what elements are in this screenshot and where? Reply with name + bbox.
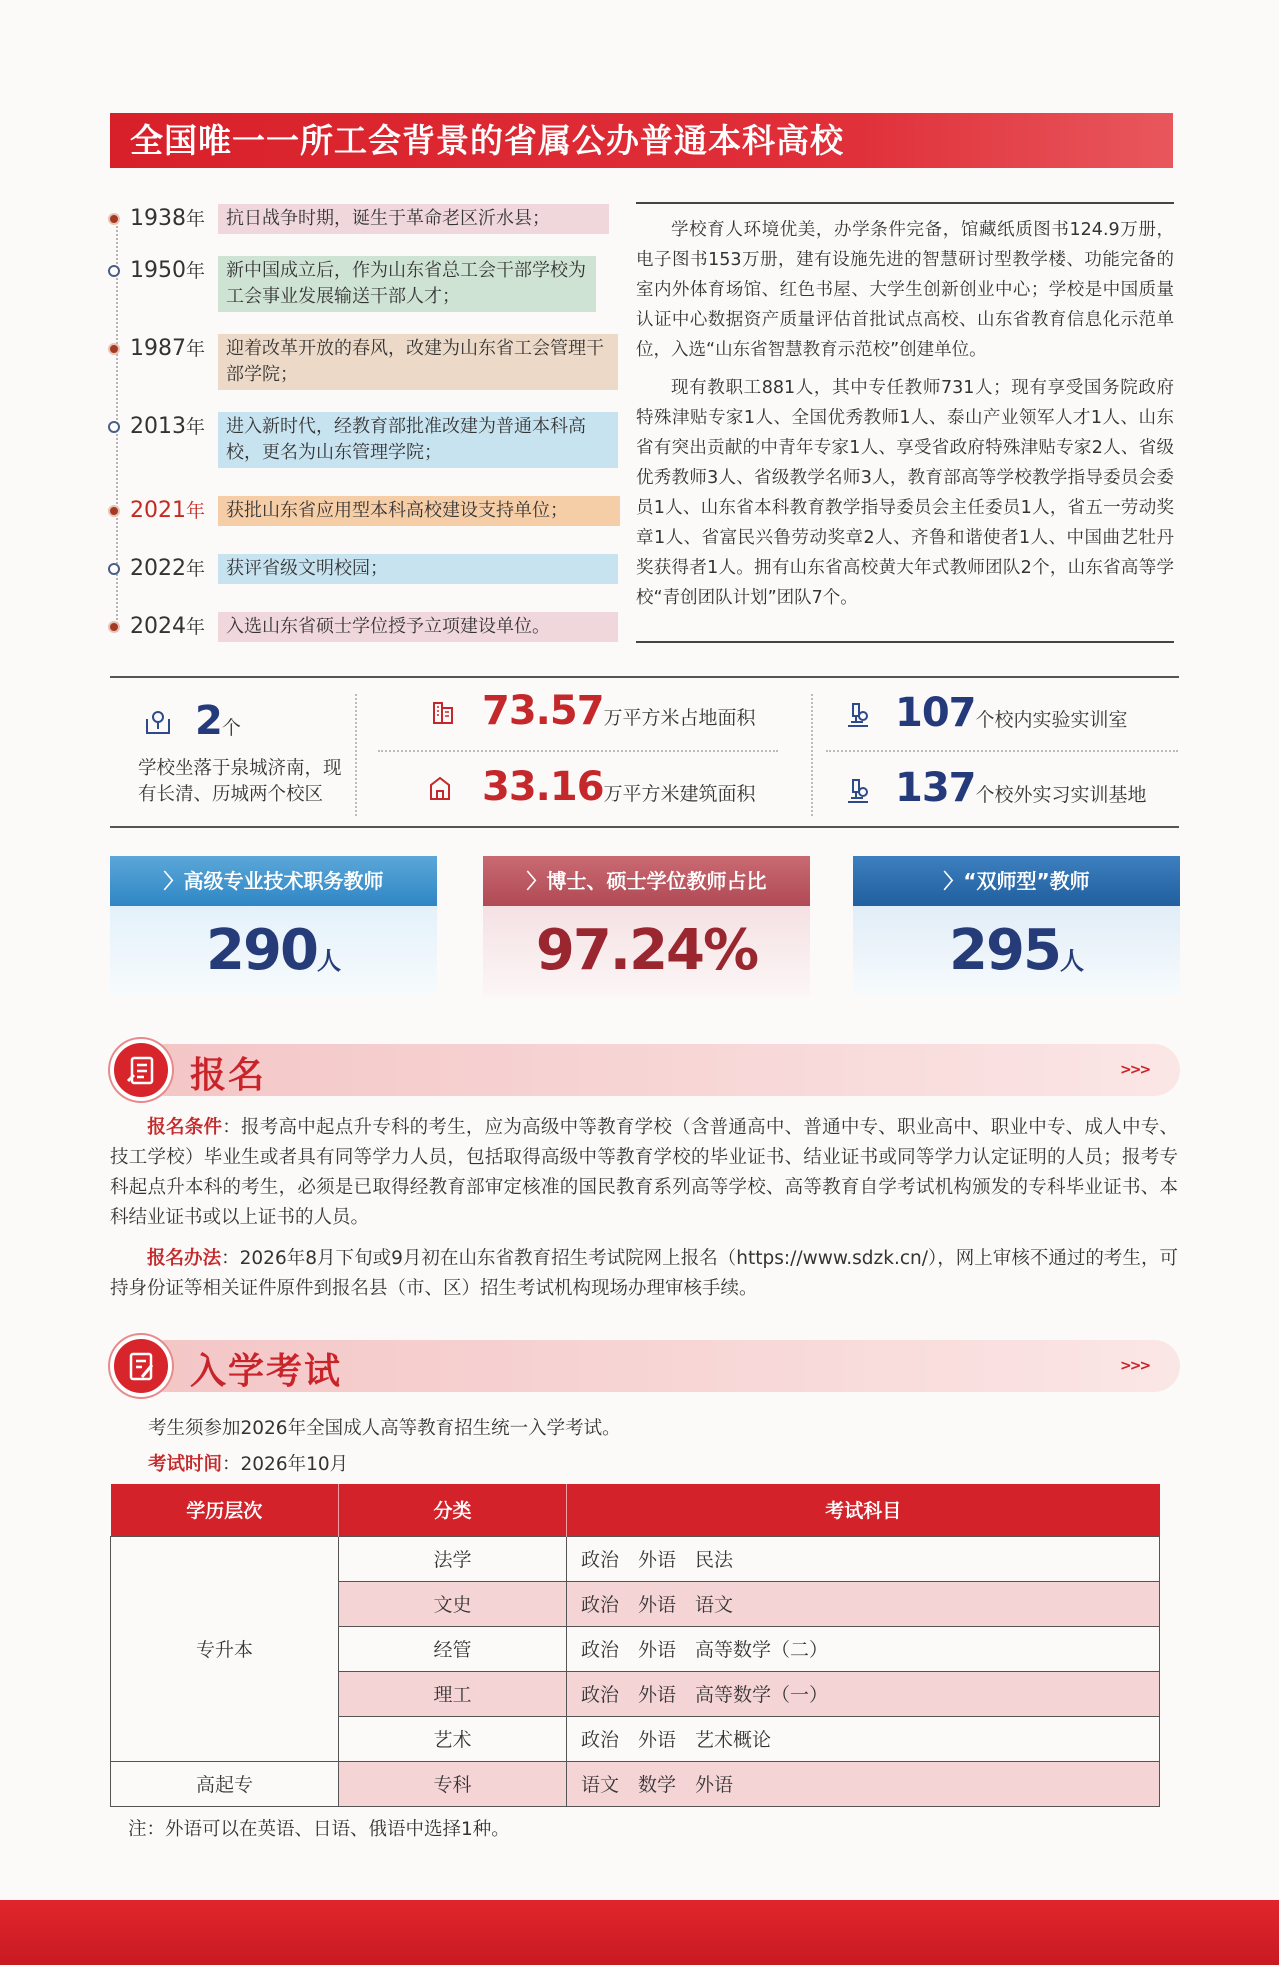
category-cell: 专科 [339, 1761, 567, 1806]
footer-band [0, 1900, 1279, 1965]
exam-paper-icon [110, 1335, 172, 1397]
campus-count: 2 [195, 698, 222, 744]
stat-card-degree-ratio [483, 856, 810, 996]
exam-intro: 考生须参加2026年全国成人高等教育招生统一入学考试。 [148, 1418, 621, 1439]
divider [110, 826, 1179, 828]
label-method: 报名办法 [147, 1248, 222, 1269]
category-cell: 法学 [339, 1536, 567, 1581]
divider [636, 202, 1174, 204]
timeline-text: 抗日战争时期，诞生于革命老区沂水县； [218, 204, 609, 234]
level-cell: 专升本 [111, 1536, 339, 1761]
table-header: 分类 [339, 1484, 567, 1536]
subjects-cell: 语文 数学 外语 [567, 1761, 1160, 1806]
microscope-icon [843, 700, 873, 730]
map-pin-icon [143, 707, 173, 737]
timeline-dot [108, 505, 120, 517]
timeline-item: 2022年 获评省级文明校园； [108, 554, 618, 584]
timeline-year: 1950 [130, 258, 186, 283]
timeline-dot [108, 621, 120, 633]
level-cell: 高起专 [111, 1761, 339, 1806]
land-area-value: 73.57 [482, 688, 604, 734]
card-label: 〉“双师型”教师 [853, 856, 1180, 906]
microscope-icon [843, 776, 873, 806]
external-bases-count: 137 [895, 765, 976, 811]
table-header: 学历层次 [111, 1484, 339, 1536]
stat-card-senior-teachers [110, 856, 437, 996]
timeline-text: 获评省级文明校园； [218, 554, 618, 584]
building-area-value: 33.16 [482, 764, 604, 810]
timeline-item: 1938年 抗日战争时期，诞生于革命老区沂水县； [108, 204, 609, 234]
intro-paragraphs [636, 215, 1174, 621]
intro-paragraph: 现有教职工881人，其中专任教师731人；现有享受国务院政府特殊津贴专家1人、全国优秀教师1人、泰山产业领军人才1人、山东省有突出贡献的中青年专家1人、享受省政府特殊津贴专家2人、省级优秀教师3人、省级教学名师3人，教育部高等学校教学指导委员会委员1人、山东省本科教育教学指导委员会主任委员1人，省五一劳动奖章1人、省富民兴鲁劳动奖章2人、齐鲁和谐使者1人、中国曲艺牡丹奖获得者1人。拥有山东省高校黄大年式教师团队2个，山东省高等学校“青创团队计划”团队7个。 [636, 378, 1174, 608]
divider [355, 694, 357, 816]
timeline-text: 迎着改革开放的春风，改建为山东省工会管理干部学院； [218, 334, 618, 390]
campus-description: 学校坐落于泉城济南，现有长清、历城两个校区 [138, 758, 342, 805]
subjects-cell: 政治 外语 民法 [567, 1536, 1160, 1581]
internal-labs-count: 107 [895, 690, 976, 736]
architecture-icon [425, 773, 455, 803]
section-header-bar [140, 1044, 1180, 1096]
divider [378, 750, 778, 752]
timeline-dot [108, 213, 120, 225]
divider [811, 694, 813, 816]
signup-conditions: 报名条件：报考高中起点升专科的考生，应为高级中等教育学校（含普通高中、普通中专、职业高中、职业中专、成人中专、技工学校）毕业生或者具有同等学力人员，包括取得高级中等教育学校的毕业证书、结业证书或同等学力认定证明的人员；报考专科起点升本科的考生，必须是已取得经教育部审定核准的国民教育系列高等学校、高等教育自学考试机构颁发的专科毕业证书、本科结业证书或以上证书的人员。 [110, 1117, 1178, 1228]
subjects-cell: 政治 外语 高等数学（二） [567, 1626, 1160, 1671]
timeline-dot [108, 563, 120, 575]
land-area-label: 万平方米占地面积 [603, 707, 756, 729]
timeline-text: 获批山东省应用型本科高校建设支持单位； [218, 496, 620, 526]
card-label: 〉高级专业技术职务教师 [110, 856, 437, 906]
card-value: 290 [206, 918, 317, 983]
category-cell: 文史 [339, 1581, 567, 1626]
table-note: 注：外语可以在英语、日语、俄语中选择1种。 [128, 1819, 510, 1840]
building-area-label: 万平方米建筑面积 [603, 783, 756, 805]
subjects-cell: 政治 外语 高等数学（一） [567, 1671, 1160, 1716]
signup-method: 报名办法：2026年8月下旬或9月初在山东省教育招生考试院网上报名（https://www.sdzk.cn/），网上审核不通过的考生，可持身份证等相关证件原件到报名县（市、区）招生考试机构现场办理审核手续。 [110, 1248, 1178, 1299]
card-value: 295 [949, 918, 1060, 983]
timeline-item: 2021年 获批山东省应用型本科高校建设支持单位； [108, 496, 620, 526]
building-icon [428, 697, 458, 727]
card-unit: 人 [316, 947, 341, 975]
card-unit: 人 [1059, 947, 1084, 975]
campus-unit: 个 [221, 717, 241, 739]
table-row [111, 1761, 1160, 1806]
internal-labs-label: 个校内实验实训室 [975, 709, 1128, 731]
chevron-right-icon: >>> [1120, 1358, 1150, 1374]
section-title-signup: 报名 [190, 1055, 267, 1096]
category-cell: 理工 [339, 1671, 567, 1716]
timeline-year: 2022 [130, 556, 186, 581]
stat-card-dual-teachers [853, 856, 1180, 996]
card-label: 〉博士、硕士学位教师占比 [483, 856, 810, 906]
timeline-text: 新中国成立后，作为山东省总工会干部学校为工会事业发展输送干部人才； [218, 256, 596, 312]
timeline-year: 2024 [130, 614, 186, 639]
card-value: 97.24% [535, 918, 758, 983]
table-row [111, 1536, 1160, 1581]
exam-subjects-table [110, 1484, 1160, 1807]
label-conditions: 报名条件 [147, 1117, 223, 1138]
table-header: 考试科目 [567, 1484, 1160, 1536]
divider [110, 676, 1179, 678]
timeline-text: 进入新时代，经教育部批准改建为普通本科高校，更名为山东管理学院； [218, 412, 618, 468]
timeline-year: 2013 [130, 414, 186, 439]
timeline-item: 1950年 新中国成立后，作为山东省总工会干部学校为工会事业发展输送干部人才； [108, 256, 596, 312]
signup-form-icon [110, 1039, 172, 1101]
external-bases-label: 个校外实习实训基地 [975, 784, 1147, 806]
divider [636, 641, 1174, 643]
timeline-dot [108, 421, 120, 433]
timeline-dot [108, 343, 120, 355]
category-cell: 艺术 [339, 1716, 567, 1761]
section-title-exam: 入学考试 [190, 1351, 343, 1392]
subjects-cell: 政治 外语 艺术概论 [567, 1716, 1160, 1761]
chevron-right-icon: >>> [1120, 1062, 1150, 1078]
timeline-item: 2013年 进入新时代，经教育部批准改建为普通本科高校，更名为山东管理学院； [108, 412, 618, 468]
timeline-year: 2021 [130, 498, 186, 523]
timeline-text: 入选山东省硕士学位授予立项建设单位。 [218, 612, 618, 642]
divider [826, 750, 1178, 752]
exam-time: 考试时间：2026年10月 [148, 1454, 349, 1475]
page-banner-title: 全国唯一一所工会背景的省属公办普通本科高校 [110, 113, 1173, 168]
timeline-year: 1938 [130, 206, 186, 231]
category-cell: 经管 [339, 1626, 567, 1671]
timeline-item: 1987年 迎着改革开放的春风，改建为山东省工会管理干部学院； [108, 334, 618, 390]
subjects-cell: 政治 外语 语文 [567, 1581, 1160, 1626]
timeline-dot [108, 265, 120, 277]
timeline-year: 1987 [130, 336, 186, 361]
timeline-item: 2024年 入选山东省硕士学位授予立项建设单位。 [108, 612, 618, 642]
intro-paragraph: 学校育人环境优美，办学条件完备，馆藏纸质图书124.9万册，电子图书153万册，建有设施先进的智慧研讨型教学楼、功能完备的室内外体育场馆、红色书屋、大学生创新创业中心；学校是中国质量认证中心数据资产质量评估首批试点高校、山东省教育信息化示范单位，入选“山东省智慧教育示范校”创建单位。 [636, 220, 1174, 360]
